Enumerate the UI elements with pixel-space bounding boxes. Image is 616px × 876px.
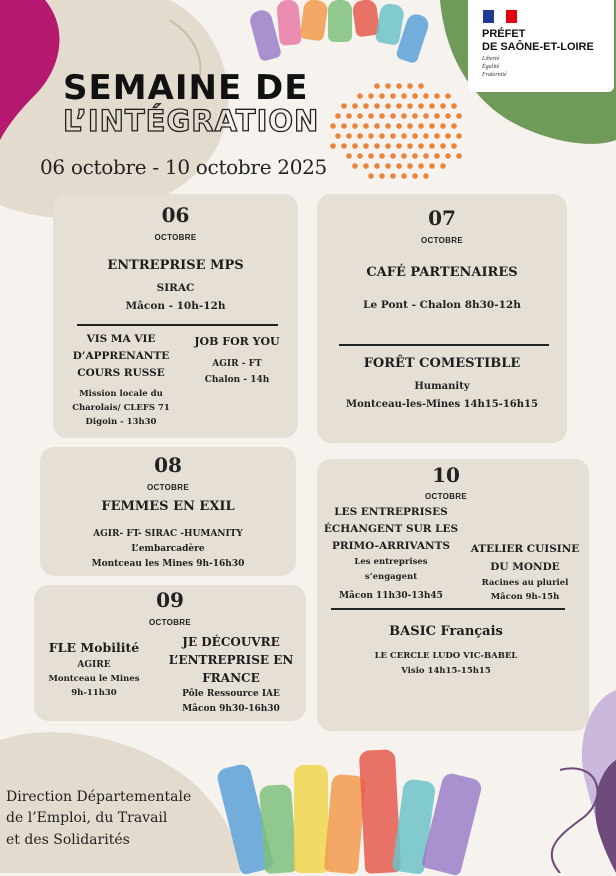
orange-dot	[451, 143, 457, 149]
marianne-flag-icon	[483, 10, 517, 23]
footer-line3: et des Solidarités	[6, 832, 130, 848]
day-card-08	[40, 447, 296, 576]
orange-dot	[374, 163, 380, 169]
orange-dot	[429, 163, 435, 169]
orange-dot	[407, 83, 413, 89]
event-place: Digoin - 13h30	[85, 417, 157, 427]
event-title: CAFÉ PARTENAIRES	[366, 265, 518, 280]
divider	[331, 608, 565, 610]
event-title: FEMMES EN EXIL	[101, 499, 235, 514]
orange-dot	[412, 93, 418, 99]
event-place: Mâcon - 10h-12h	[125, 300, 226, 312]
orange-dot	[418, 83, 424, 89]
orange-dot	[357, 133, 363, 139]
orange-dot	[440, 163, 446, 169]
orange-dot	[412, 173, 418, 179]
orange-dot	[434, 113, 440, 119]
page-title-line1: SEMAINE DE	[63, 68, 309, 108]
event-place: Montceau les Mines 9h-16h30	[91, 559, 245, 569]
event-title: JOB FOR YOU	[194, 335, 280, 348]
event-title: D’APPRENANTE	[72, 350, 170, 362]
day-number: 09	[156, 588, 184, 612]
orange-dot	[456, 133, 462, 139]
orange-dots	[325, 80, 465, 190]
orange-dot	[401, 93, 407, 99]
orange-dot	[429, 123, 435, 129]
hands-illustration-top	[248, 0, 438, 70]
orange-dot	[445, 113, 451, 119]
page-title-line2: L’INTÉGRATION	[63, 104, 320, 138]
event-title: FORÊT COMESTIBLE	[363, 356, 521, 371]
hands-illustration-bottom	[228, 745, 498, 873]
event-title: PRIMO-ARRIVANTS	[331, 540, 451, 552]
orange-dot	[390, 173, 396, 179]
orange-dot	[368, 153, 374, 159]
orange-dot	[423, 93, 429, 99]
orange-dot	[341, 103, 347, 109]
orange-dot	[434, 153, 440, 159]
orange-dot	[445, 133, 451, 139]
event-title: ATELIER CUISINE	[470, 543, 580, 555]
orange-dot	[407, 103, 413, 109]
orange-dot	[374, 83, 380, 89]
day-month: OCTOBRE	[154, 233, 197, 242]
divider	[339, 344, 549, 346]
event-org: AGIRE	[77, 660, 111, 670]
orange-dot	[423, 173, 429, 179]
event-org: SIRAC	[156, 282, 195, 294]
event-org: Racines au pluriel	[481, 578, 569, 588]
orange-dot	[390, 113, 396, 119]
orange-dot	[357, 113, 363, 119]
orange-dot	[434, 133, 440, 139]
event-title: DU MONDE	[490, 561, 560, 573]
orange-dot	[418, 143, 424, 149]
footer-line1: Direction Départementale	[6, 789, 192, 805]
orange-dot	[346, 113, 352, 119]
day-card-09	[34, 585, 306, 721]
event-dates: 06 octobre - 10 octobre 2025	[40, 155, 327, 179]
prefecture-name-line1: PRÉFET	[482, 28, 526, 40]
event-place: Montceau le Mines	[48, 674, 140, 684]
orange-dot	[412, 113, 418, 119]
motto-fraternite: Fraternité	[482, 72, 507, 78]
orange-dot	[407, 163, 413, 169]
orange-dot	[440, 143, 446, 149]
orange-dot	[390, 153, 396, 159]
orange-dot	[412, 153, 418, 159]
orange-dot	[374, 123, 380, 129]
orange-dot	[385, 123, 391, 129]
event-title: ENTREPRISE MPS	[107, 258, 244, 273]
event-title: ÉCHANGENT SUR LES	[323, 523, 459, 535]
orange-dot	[434, 93, 440, 99]
day-number: 08	[154, 453, 182, 477]
hand-orange	[299, 0, 328, 41]
orange-dot	[451, 103, 457, 109]
orange-dot	[401, 113, 407, 119]
orange-dot	[368, 173, 374, 179]
divider	[77, 324, 278, 326]
orange-dot	[423, 113, 429, 119]
orange-dot	[379, 153, 385, 159]
orange-dot	[401, 153, 407, 159]
orange-dot	[379, 133, 385, 139]
hand-yellow-bottom	[294, 765, 328, 873]
day-month: OCTOBRE	[421, 236, 463, 245]
orange-dot	[423, 153, 429, 159]
event-title: VIS MA VIE	[86, 333, 156, 345]
event-org: AGIR- FT- SIRAC -HUMANITY	[93, 529, 243, 539]
day-number: 10	[432, 463, 460, 487]
event-title: JE DÉCOUVRE	[182, 635, 280, 649]
day-card-07	[317, 194, 567, 443]
event-place: Mission locale du	[79, 389, 163, 399]
orange-dot	[335, 113, 341, 119]
orange-dot	[330, 143, 336, 149]
orange-dot	[363, 163, 369, 169]
orange-dot	[363, 143, 369, 149]
hand-green	[328, 0, 352, 42]
orange-dot	[418, 123, 424, 129]
prefecture-name-line2: DE SAÔNE-ET-LOIRE	[482, 41, 594, 53]
prefecture-logo	[468, 0, 614, 92]
orange-dot	[346, 153, 352, 159]
event-org: Les entreprises	[354, 557, 428, 567]
event-place: Mâcon 11h30-13h45	[339, 591, 443, 601]
orange-dot	[396, 83, 402, 89]
orange-dot	[390, 133, 396, 139]
orange-dot	[385, 83, 391, 89]
orange-dot	[357, 93, 363, 99]
orange-dot	[401, 173, 407, 179]
orange-dot	[451, 123, 457, 129]
footer-line2: de l’Emploi, du Travail	[6, 810, 168, 826]
orange-dot	[396, 123, 402, 129]
day-card-06	[53, 194, 298, 438]
hand-pink	[276, 0, 302, 46]
event-org: LE CERCLE LUDO VIC-BABEL	[374, 651, 518, 661]
event-place: Charolais/ CLEFS 71	[72, 403, 170, 413]
orange-dot	[368, 93, 374, 99]
orange-dot	[352, 143, 358, 149]
orange-dot	[363, 103, 369, 109]
event-place: L’embarcadère	[131, 544, 205, 554]
event-place: Montceau-les-Mines 14h15-16h15	[346, 399, 538, 410]
event-title: FRANCE	[202, 671, 260, 685]
orange-dot	[352, 103, 358, 109]
orange-dot	[418, 163, 424, 169]
event-org: s’engagent	[364, 572, 418, 582]
orange-dot	[335, 133, 341, 139]
motto-liberte: Liberté	[482, 56, 500, 62]
orange-dot	[456, 113, 462, 119]
orange-dot	[330, 123, 336, 129]
orange-dot	[385, 103, 391, 109]
orange-dot	[352, 163, 358, 169]
day-month: OCTOBRE	[147, 483, 189, 492]
orange-dot	[390, 93, 396, 99]
hand-green-bottom	[259, 784, 297, 874]
event-title: BASIC Français	[389, 624, 503, 639]
orange-dot	[385, 163, 391, 169]
event-place: Pôle Ressource IAE	[182, 689, 280, 699]
event-title: L’ENTREPRISE EN	[168, 653, 294, 667]
orange-dot	[379, 173, 385, 179]
orange-dot	[374, 143, 380, 149]
orange-dot	[346, 133, 352, 139]
orange-dot	[357, 153, 363, 159]
orange-dot	[412, 133, 418, 139]
event-place: 9h-11h30	[71, 688, 117, 698]
orange-dot	[445, 153, 451, 159]
orange-dot	[379, 113, 385, 119]
orange-dot	[445, 93, 451, 99]
event-title: FLE Mobilité	[48, 640, 140, 655]
orange-dot	[368, 113, 374, 119]
orange-dot	[385, 143, 391, 149]
orange-dot	[429, 143, 435, 149]
event-place: Mâcon 9h-15h	[490, 592, 560, 602]
orange-dot	[407, 143, 413, 149]
event-org: AGIR - FT	[212, 359, 262, 369]
event-place: Mâcon 9h30-16h30	[182, 704, 280, 714]
orange-dot	[396, 163, 402, 169]
orange-dot	[374, 103, 380, 109]
day-month: OCTOBRE	[149, 618, 191, 627]
orange-dot	[407, 123, 413, 129]
orange-dot	[352, 123, 358, 129]
orange-dot	[396, 143, 402, 149]
orange-dot	[396, 103, 402, 109]
orange-dot	[440, 123, 446, 129]
orange-dot	[440, 103, 446, 109]
orange-dot	[379, 93, 385, 99]
day-number: 07	[428, 206, 456, 230]
day-number: 06	[161, 203, 190, 227]
orange-dot	[456, 153, 462, 159]
motto-egalite: Égalité	[482, 64, 500, 70]
orange-dot	[423, 133, 429, 139]
event-title: COURS RUSSE	[77, 367, 165, 379]
orange-dot	[368, 133, 374, 139]
orange-dot	[341, 123, 347, 129]
orange-dot	[401, 133, 407, 139]
event-place: Chalon - 14h	[204, 375, 270, 385]
event-org: Humanity	[414, 381, 470, 392]
orange-dot	[429, 103, 435, 109]
day-card-10	[317, 459, 589, 731]
day-month: OCTOBRE	[425, 492, 467, 501]
orange-dot	[363, 123, 369, 129]
event-place: Visio 14h15-15h15	[401, 666, 491, 676]
orange-dot	[418, 103, 424, 109]
event-place: Le Pont - Chalon 8h30-12h	[363, 299, 521, 311]
orange-dot	[341, 143, 347, 149]
event-title: LES ENTREPRISES	[334, 506, 448, 518]
